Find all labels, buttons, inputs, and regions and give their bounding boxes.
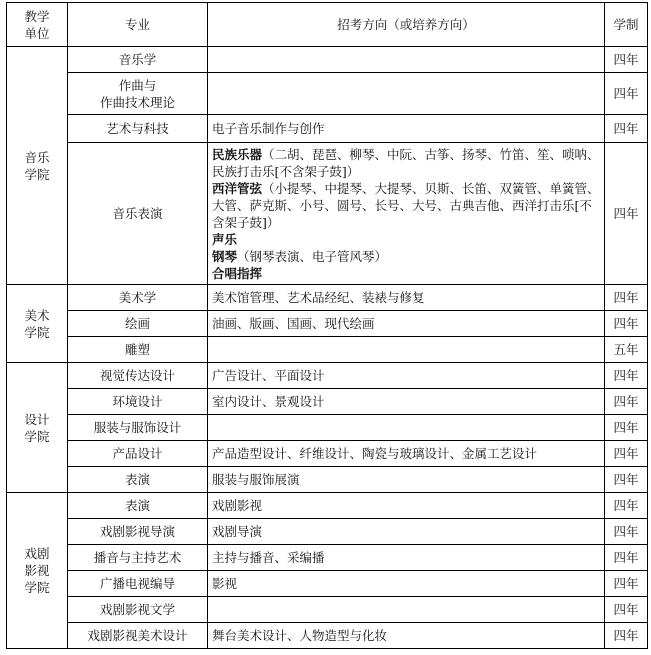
direction-cell: 影视: [208, 571, 605, 597]
years-cell: 四年: [605, 623, 648, 649]
table-row: [7, 623, 648, 649]
years-cell: 四年: [605, 441, 648, 467]
years-cell: 四年: [605, 389, 648, 415]
major-cell: 音乐表演: [68, 143, 208, 285]
years-cell: 四年: [605, 363, 648, 389]
table-row: [7, 415, 648, 441]
direction-cell: 主持与播音、采编播: [208, 545, 605, 571]
unit-design: 设计 学院: [7, 363, 68, 493]
table-row: [7, 337, 648, 363]
table-row: [7, 571, 648, 597]
table-row: [7, 467, 648, 493]
table-row: [7, 73, 648, 115]
direction-cell: [208, 337, 605, 363]
table-row: [7, 545, 648, 571]
direction-cell: 电子音乐制作与创作: [208, 115, 605, 143]
years-cell: 四年: [605, 415, 648, 441]
table-row: [7, 143, 648, 285]
major-cell: 产品设计: [68, 441, 208, 467]
piano: 钢琴（钢琴表演、电子管风琴）: [212, 248, 388, 264]
years-cell: 四年: [605, 467, 648, 493]
direction-cell: [208, 597, 605, 623]
table-row: [7, 441, 648, 467]
table-row: [7, 311, 648, 337]
years-cell: 四年: [605, 73, 648, 115]
major-cell: 音乐学: [68, 47, 208, 73]
header-unit: 教学 单位: [7, 3, 68, 47]
years-cell: 四年: [605, 285, 648, 311]
table-row: [7, 285, 648, 311]
major-cell: 表演: [68, 467, 208, 493]
direction-cell: 服装与服饰展演: [208, 467, 605, 493]
years-cell: 四年: [605, 519, 648, 545]
years-cell: 四年: [605, 115, 648, 143]
years-cell: 四年: [605, 311, 648, 337]
header-years: 学制: [605, 3, 648, 47]
table-row: [7, 519, 648, 545]
header-direction: 招考方向（或培养方向）: [208, 3, 605, 47]
major-cell: 服装与服饰设计: [68, 415, 208, 441]
choir-conducting: 合唱指挥: [212, 265, 263, 281]
direction-cell: [208, 73, 605, 115]
direction-cell: 油画、版画、国画、现代绘画: [208, 311, 605, 337]
direction-cell: 戏剧导演: [208, 519, 605, 545]
vocal: 声乐: [212, 231, 238, 247]
direction-cell-performance: [208, 143, 605, 285]
major-cell: 绘画: [68, 311, 208, 337]
major-cell: 视觉传达设计: [68, 363, 208, 389]
direction-cell: [208, 47, 605, 73]
years-cell: 五年: [605, 337, 648, 363]
major-cell: 戏剧影视美术设计: [68, 623, 208, 649]
years-cell: 四年: [605, 597, 648, 623]
years-cell: 四年: [605, 571, 648, 597]
major-cell: 戏剧影视导演: [68, 519, 208, 545]
western-instruments: 西洋管弦（小提琴、中提琴、大提琴、贝斯、长笛、双簧管、单簧管、大管、萨克斯、小号、圆号、长号、大号、古典吉他、西洋打击乐[不含架子鼓]）: [212, 180, 600, 230]
major-cell: 作曲与 作曲技术理论: [68, 73, 208, 115]
direction-cell: 广告设计、平面设计: [208, 363, 605, 389]
major-cell: 戏剧影视文学: [68, 597, 208, 623]
major-cell: 播音与主持艺术: [68, 545, 208, 571]
years-cell: 四年: [605, 545, 648, 571]
years-cell: 四年: [605, 493, 648, 519]
program-table: [6, 2, 648, 649]
major-cell: 雕塑: [68, 337, 208, 363]
direction-cell: 舞台美术设计、人物造型与化妆: [208, 623, 605, 649]
table-row: [7, 363, 648, 389]
direction-cell: 室内设计、景观设计: [208, 389, 605, 415]
folk-instruments: 民族乐器（二胡、琵琶、柳琴、中阮、古筝、扬琴、竹笛、笙、唢呐、民族打击乐[不含架子鼓]）: [212, 146, 600, 179]
direction-cell: 美术馆管理、艺术品经纪、装裱与修复: [208, 285, 605, 311]
unit-drama: 戏剧 影视 学院: [7, 493, 68, 649]
major-cell: 表演: [68, 493, 208, 519]
direction-cell: [208, 415, 605, 441]
years-cell: 四年: [605, 47, 648, 73]
table-row: [7, 115, 648, 143]
direction-cell: 戏剧影视: [208, 493, 605, 519]
header-major: 专业: [68, 3, 208, 47]
header-row: [7, 3, 648, 47]
table-row: [7, 47, 648, 73]
major-cell: 艺术与科技: [68, 115, 208, 143]
major-cell: 环境设计: [68, 389, 208, 415]
major-cell: 广播电视编导: [68, 571, 208, 597]
unit-fine-arts: 美术 学院: [7, 285, 68, 363]
years-cell: 四年: [605, 143, 648, 285]
unit-music: 音乐 学院: [7, 47, 68, 285]
table-row: [7, 389, 648, 415]
direction-cell: 产品造型设计、纤维设计、陶瓷与玻璃设计、金属工艺设计: [208, 441, 605, 467]
table-row: [7, 597, 648, 623]
major-cell: 美术学: [68, 285, 208, 311]
table-row: [7, 493, 648, 519]
